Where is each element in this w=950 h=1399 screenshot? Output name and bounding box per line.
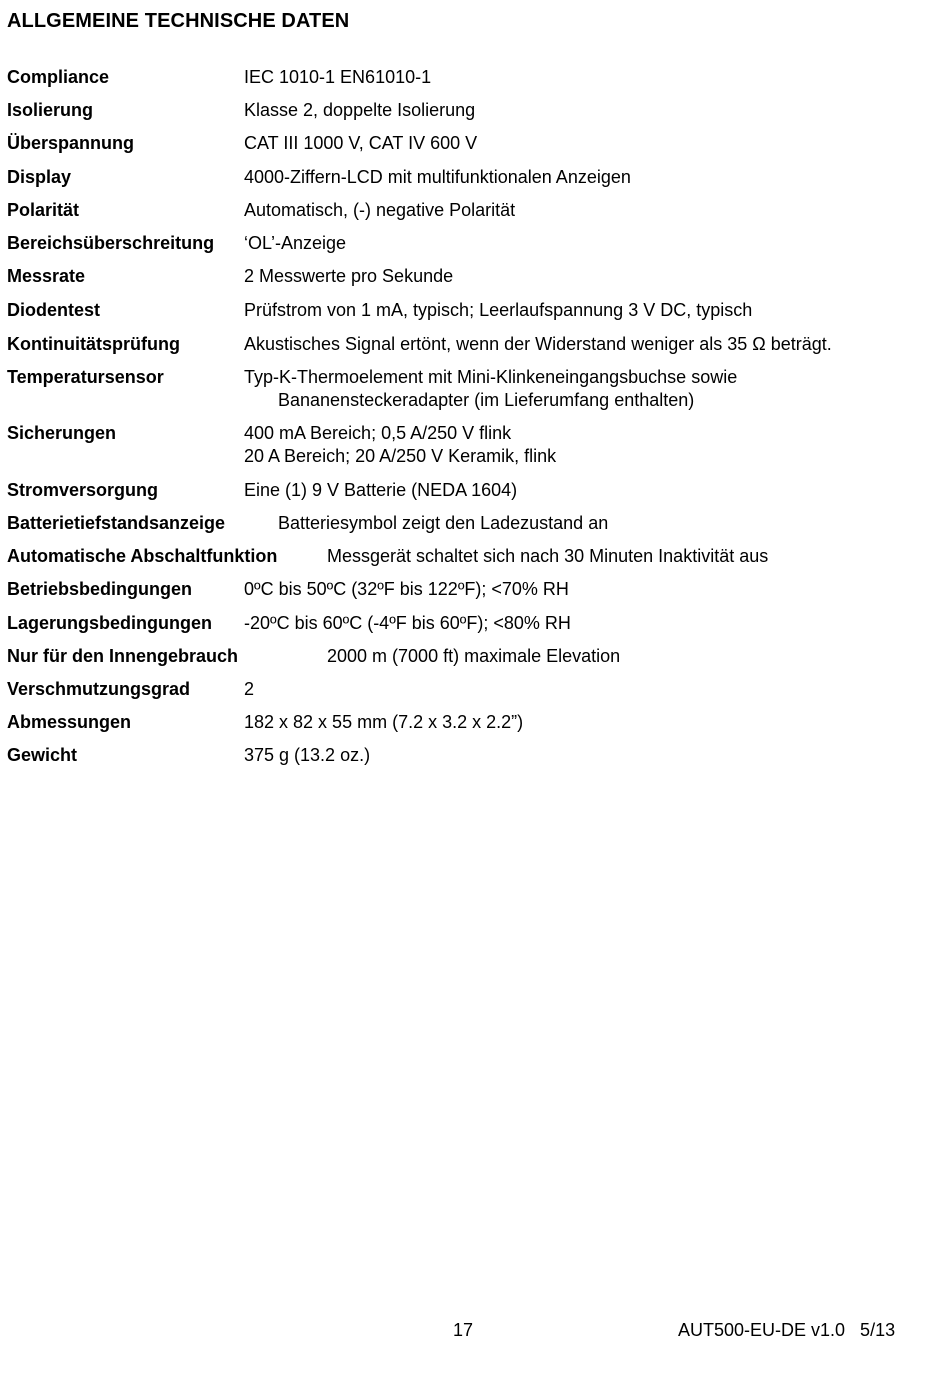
spec-value: Prüfstrom von 1 mA, typisch; Leerlaufspannung 3 V DC, typisch [244, 300, 753, 320]
spec-value-line: 20 A Bereich; 20 A/250 V Keramik, flink [244, 446, 557, 466]
spec-label: Verschmutzungsgrad [7, 679, 191, 699]
spec-label: Isolierung [7, 100, 94, 120]
spec-value-line: 400 mA Bereich; 0,5 A/250 V flink [244, 423, 512, 443]
spec-label: Messrate [7, 266, 86, 286]
spec-value: 4000-Ziffern-LCD mit multifunktionalen Anzeigen [244, 167, 631, 187]
spec-label: Abmessungen [7, 712, 132, 732]
spec-value: Messgerät schaltet sich nach 30 Minuten Inaktivität aus [327, 546, 769, 566]
spec-label: Stromversorgung [7, 480, 159, 500]
spec-label: Lagerungsbedingungen [7, 613, 212, 633]
spec-value: -20ºC bis 60ºC (-4ºF bis 60ºF); <80% RH [244, 613, 571, 633]
spec-label: Display [7, 167, 72, 187]
spec-value [244, 366, 737, 412]
document-id: AUT500-EU-DE v1.0 5/13 [678, 1320, 896, 1340]
spec-label: Betriebsbedingungen [7, 579, 193, 599]
spec-label: Compliance [7, 67, 110, 87]
spec-label: Diodentest [7, 300, 101, 320]
spec-value: Klasse 2, doppelte Isolierung [244, 100, 476, 120]
spec-label: Sicherungen [7, 423, 117, 443]
spec-label: Gewicht [7, 745, 78, 765]
spec-value: Automatisch, (-) negative Polarität [244, 200, 516, 220]
page-number: 17 [453, 1320, 474, 1340]
spec-label: Automatische Abschaltfunktion [7, 546, 278, 566]
spec-value: Eine (1) 9 V Batterie (NEDA 1604) [244, 480, 518, 500]
spec-label: Temperatursensor [7, 367, 164, 387]
spec-value: 375 g (13.2 oz.) [244, 745, 371, 765]
spec-value: 182 x 82 x 55 mm (7.2 x 3.2 x 2.2”) [244, 712, 524, 732]
spec-label: Bereichsüberschreitung [7, 233, 215, 253]
spec-value: 0ºC bis 50ºC (32ºF bis 122ºF); <70% RH [244, 579, 569, 599]
spec-value: IEC 1010-1 EN61010-1 [244, 67, 432, 87]
spec-label: Überspannung [7, 133, 135, 153]
spec-value: 2 Messwerte pro Sekunde [244, 266, 454, 286]
spec-label: Nur für den Innengebrauch [7, 646, 239, 666]
spec-value: 2000 m (7000 ft) maximale Elevation [327, 646, 621, 666]
page-title: ALLGEMEINE TECHNISCHE DATEN [7, 10, 350, 32]
spec-label: Polarität [7, 200, 80, 220]
spec-value-line: Bananensteckeradapter (im Lieferumfang enthalten) [278, 390, 695, 410]
spec-value-line: Typ-K-Thermoelement mit Mini-Klinkeneingangsbuchse sowie [244, 367, 738, 387]
spec-value: 2 [244, 679, 255, 699]
spec-label: Batterietiefstandsanzeige [7, 513, 226, 533]
spec-value: Akustisches Signal ertönt, wenn der Widerstand weniger als 35 Ω beträgt. [244, 334, 832, 354]
spec-value [244, 422, 556, 468]
spec-label: Kontinuitätsprüfung [7, 334, 180, 354]
spec-value: ‘OL’-Anzeige [244, 233, 347, 253]
spec-value: CAT III 1000 V, CAT IV 600 V [244, 133, 478, 153]
spec-value: Batteriesymbol zeigt den Ladezustand an [278, 513, 609, 533]
